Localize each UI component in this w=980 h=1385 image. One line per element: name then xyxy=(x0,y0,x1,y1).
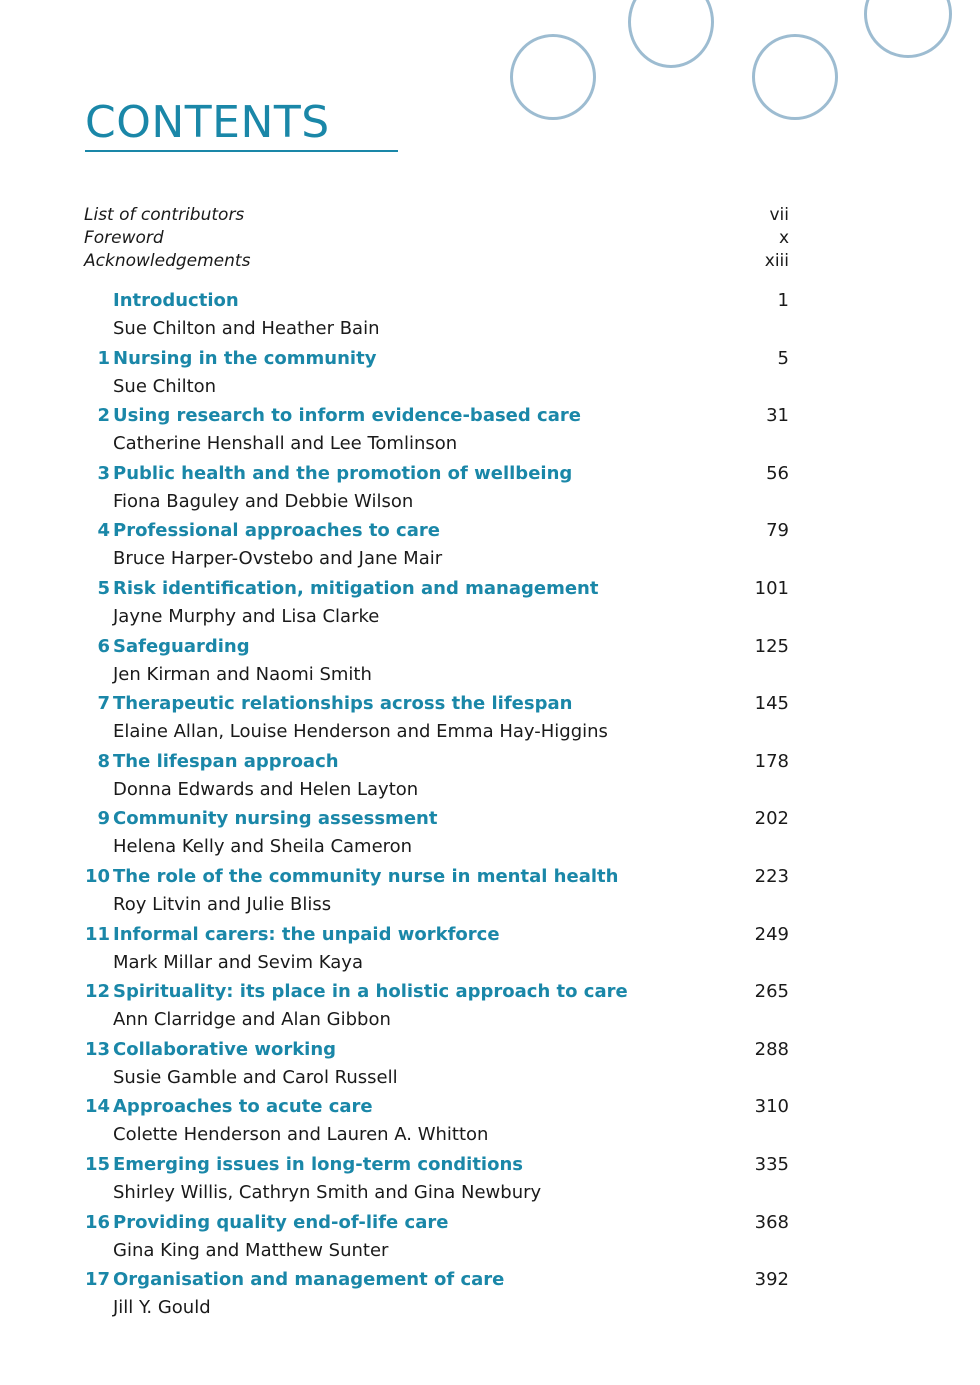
chapter-entry[interactable] xyxy=(84,1266,789,1324)
chapter-authors: Catherine Henshall and Lee Tomlinson xyxy=(113,433,458,455)
page-number: xiii xyxy=(764,251,789,271)
chapter-title: Emerging issues in long-term conditions xyxy=(113,1153,524,1175)
page-number: 335 xyxy=(754,1153,789,1175)
page-number: 265 xyxy=(754,981,789,1003)
page-number: 1 xyxy=(777,290,789,311)
front-matter-entry[interactable] xyxy=(84,227,789,250)
decorative-circle xyxy=(628,0,714,68)
chapter-authors: Ann Clarridge and Alan Gibbon xyxy=(113,1009,391,1031)
chapter-entry[interactable] xyxy=(84,460,789,518)
chapter-number: 2 xyxy=(97,405,110,427)
chapter-authors: Jill Y. Gould xyxy=(113,1297,211,1319)
chapter-entry[interactable] xyxy=(84,1151,789,1209)
page-number: 288 xyxy=(754,1038,789,1060)
decorative-circle xyxy=(510,34,596,120)
chapter-authors: Donna Edwards and Helen Layton xyxy=(113,778,419,800)
chapter-number: 12 xyxy=(84,981,110,1003)
chapter-entry[interactable] xyxy=(84,633,789,691)
chapter-number: 4 xyxy=(97,520,110,542)
decorative-circle xyxy=(864,0,952,58)
chapter-title: Professional approaches to care xyxy=(113,520,440,542)
chapter-heading-line xyxy=(84,1266,789,1294)
chapter-heading-line xyxy=(84,805,789,833)
chapter-title: Public health and the promotion of wellbeing xyxy=(113,462,573,484)
chapter-entry[interactable] xyxy=(84,748,789,806)
chapter-authors: Colette Henderson and Lauren A. Whitton xyxy=(113,1124,489,1146)
chapter-title: The role of the community nurse in mental health xyxy=(113,865,619,887)
page-number: 125 xyxy=(754,635,789,657)
chapter-heading-line xyxy=(84,345,789,373)
chapter-number: 8 xyxy=(97,750,110,772)
chapter-authors: Gina King and Matthew Sunter xyxy=(113,1239,389,1261)
chapter-entry[interactable] xyxy=(84,575,789,633)
chapter-heading-line xyxy=(84,921,789,949)
title-underline xyxy=(85,150,398,152)
chapter-heading-line xyxy=(84,690,789,718)
chapter-heading-line xyxy=(84,287,789,315)
chapter-heading-line xyxy=(84,1093,789,1121)
chapter-entry[interactable] xyxy=(84,287,789,345)
page-title: CONTENTS xyxy=(85,97,330,148)
page-number: vii xyxy=(769,205,789,225)
page-number: 79 xyxy=(766,520,789,542)
chapter-title: Introduction xyxy=(113,290,239,311)
chapter-number: 5 xyxy=(97,577,110,599)
page-number: 5 xyxy=(777,347,789,369)
page-number: 145 xyxy=(754,693,789,715)
chapter-title: Risk identification, mitigation and management xyxy=(113,577,599,599)
decorative-circle xyxy=(752,34,838,120)
chapter-title: Approaches to acute care xyxy=(113,1096,373,1118)
front-matter-entry[interactable] xyxy=(84,204,789,227)
chapter-heading-line xyxy=(84,575,789,603)
front-matter-label: Foreword xyxy=(84,228,164,248)
page-number: x xyxy=(778,228,789,248)
chapter-authors: Jen Kirman and Naomi Smith xyxy=(113,663,372,685)
chapter-authors: Shirley Willis, Cathryn Smith and Gina Newbury xyxy=(113,1181,542,1203)
chapter-number: 6 xyxy=(97,635,110,657)
chapter-title: Safeguarding xyxy=(113,635,250,657)
chapter-heading-line xyxy=(84,1036,789,1064)
chapter-entry[interactable] xyxy=(84,921,789,979)
page-number: 178 xyxy=(754,750,789,772)
chapter-heading-line xyxy=(84,460,789,488)
chapter-number: 13 xyxy=(84,1038,110,1060)
chapter-title: Collaborative working xyxy=(113,1038,337,1060)
chapter-number: 3 xyxy=(97,462,110,484)
chapter-entry[interactable] xyxy=(84,1036,789,1094)
front-matter-list xyxy=(84,204,789,273)
chapter-heading-line xyxy=(84,748,789,776)
chapter-authors: Jayne Murphy and Lisa Clarke xyxy=(113,605,380,627)
chapter-title: Community nursing assessment xyxy=(113,808,438,830)
front-matter-label: Acknowledgements xyxy=(84,251,251,271)
page-number: 249 xyxy=(754,923,789,945)
chapter-number: 15 xyxy=(84,1153,110,1175)
chapter-heading-line xyxy=(84,1209,789,1237)
chapter-list xyxy=(84,287,789,1324)
chapter-title: Using research to inform evidence-based care xyxy=(113,405,581,427)
front-matter-label: List of contributors xyxy=(84,205,245,225)
chapter-entry[interactable] xyxy=(84,517,789,575)
chapter-authors: Elaine Allan, Louise Henderson and Emma Hay-Higgins xyxy=(113,721,608,743)
page-number: 223 xyxy=(754,865,789,887)
chapter-number: 11 xyxy=(84,923,110,945)
chapter-entry[interactable] xyxy=(84,863,789,921)
chapter-authors: Helena Kelly and Sheila Cameron xyxy=(113,836,413,858)
page-number: 368 xyxy=(754,1211,789,1233)
chapter-entry[interactable] xyxy=(84,805,789,863)
chapter-entry[interactable] xyxy=(84,690,789,748)
chapter-heading-line xyxy=(84,633,789,661)
chapter-heading-line xyxy=(84,402,789,430)
chapter-title: Nursing in the community xyxy=(113,347,377,369)
chapter-title: Therapeutic relationships across the lifespan xyxy=(113,693,573,715)
chapter-authors: Mark Millar and Sevim Kaya xyxy=(113,951,363,973)
page-number: 310 xyxy=(754,1096,789,1118)
chapter-title: Spirituality: its place in a holistic approach to care xyxy=(113,981,628,1003)
page-number: 392 xyxy=(754,1269,789,1291)
page-number: 202 xyxy=(754,808,789,830)
chapter-title: Organisation and management of care xyxy=(113,1269,505,1291)
chapter-authors: Fiona Baguley and Debbie Wilson xyxy=(113,490,414,512)
chapter-heading-line xyxy=(84,863,789,891)
chapter-number: 9 xyxy=(97,808,110,830)
chapter-entry[interactable] xyxy=(84,1093,789,1151)
chapter-number: 1 xyxy=(97,347,110,369)
chapter-title: Informal carers: the unpaid workforce xyxy=(113,923,500,945)
front-matter-entry[interactable] xyxy=(84,250,789,273)
chapter-heading-line xyxy=(84,517,789,545)
chapter-number: 17 xyxy=(84,1269,110,1291)
chapter-entry[interactable] xyxy=(84,1209,789,1267)
chapter-heading-line xyxy=(84,1151,789,1179)
chapter-number: 16 xyxy=(84,1211,110,1233)
chapter-number: 14 xyxy=(84,1096,110,1118)
chapter-number: 7 xyxy=(97,693,110,715)
chapter-authors: Susie Gamble and Carol Russell xyxy=(113,1066,398,1088)
chapter-authors: Sue Chilton xyxy=(113,375,217,397)
page-number: 56 xyxy=(766,462,789,484)
chapter-authors: Bruce Harper-Ovstebo and Jane Mair xyxy=(113,548,443,570)
page-number: 31 xyxy=(766,405,789,427)
chapter-heading-line xyxy=(84,978,789,1006)
chapter-authors: Sue Chilton and Heather Bain xyxy=(113,318,380,339)
chapter-authors: Roy Litvin and Julie Bliss xyxy=(113,893,332,915)
chapter-entry[interactable] xyxy=(84,978,789,1036)
page-number: 101 xyxy=(754,577,789,599)
chapter-entry[interactable] xyxy=(84,402,789,460)
chapter-title: The lifespan approach xyxy=(113,750,339,772)
chapter-title: Providing quality end-of-life care xyxy=(113,1211,449,1233)
chapter-entry[interactable] xyxy=(84,345,789,403)
chapter-number: 10 xyxy=(84,865,110,887)
